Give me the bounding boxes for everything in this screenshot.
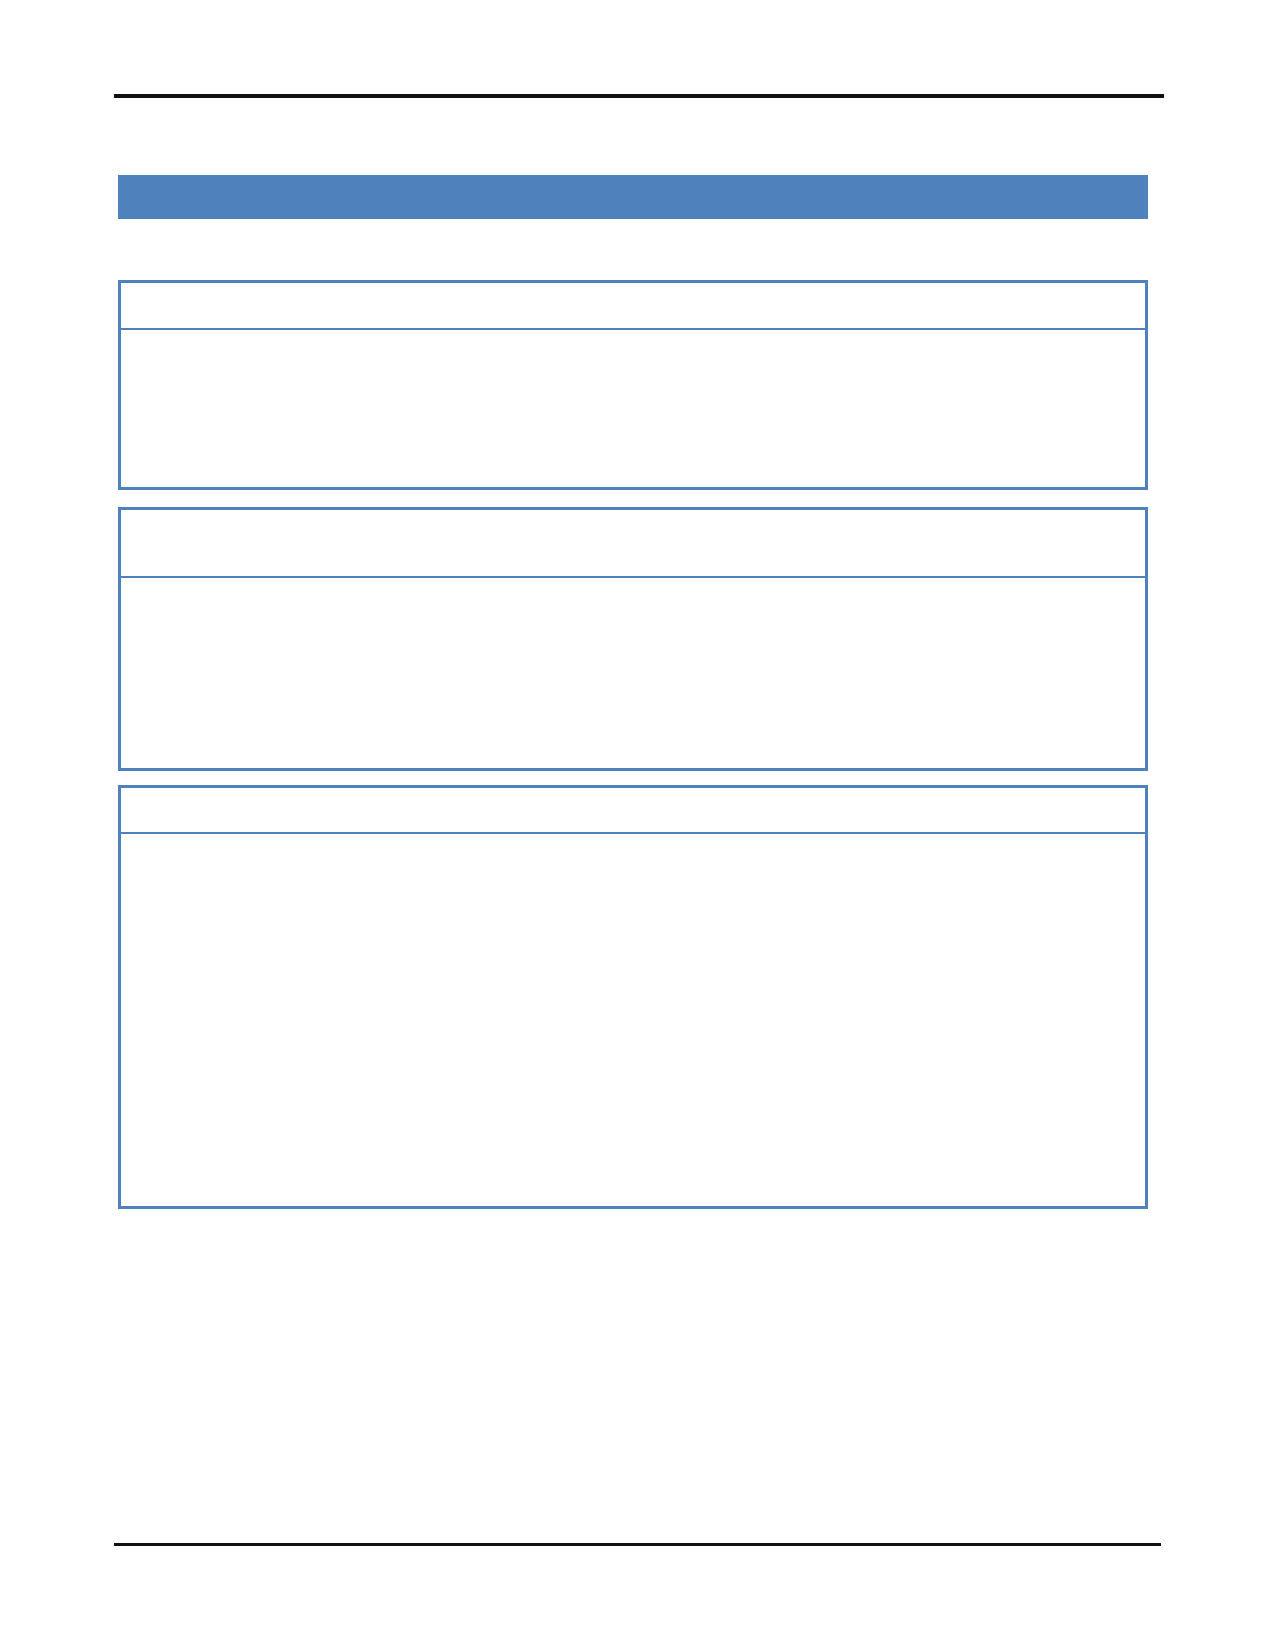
competence-header-divider [121, 328, 1145, 330]
code-text [1118, 187, 1128, 208]
footer-rule [114, 1543, 1161, 1546]
competence-table [118, 280, 1148, 490]
header-rule [114, 94, 1164, 98]
criteres-ensemble-divider [121, 576, 1145, 578]
code-bar [118, 175, 1148, 219]
elements-header-divider [121, 832, 1145, 834]
criteres-ensemble-table [118, 507, 1148, 771]
elements-table [118, 785, 1148, 1209]
